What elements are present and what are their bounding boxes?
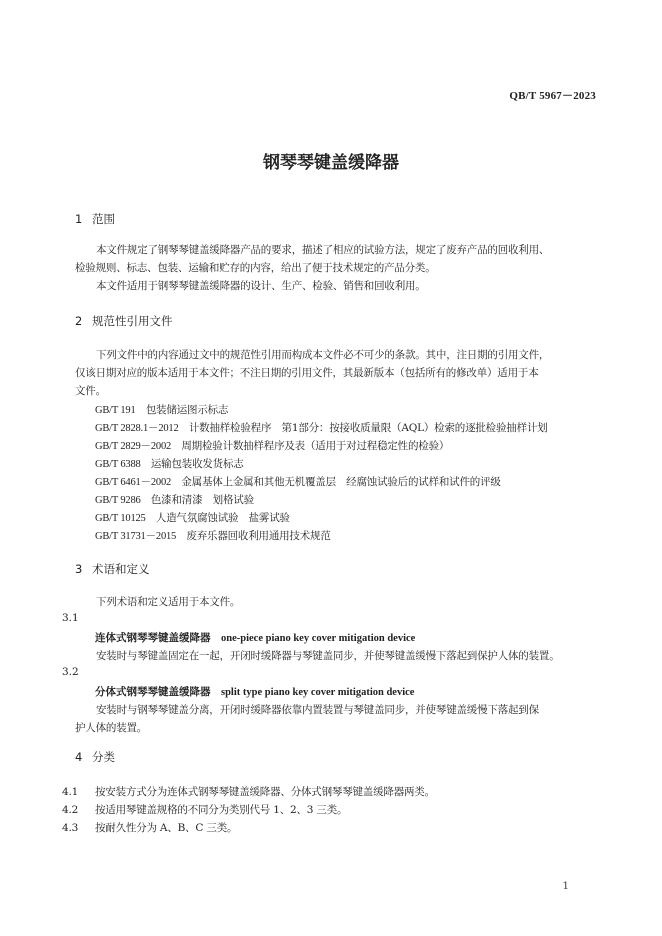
clause-text: 按适用琴键盖规格的不同分为类别代号 1、2、3 三类。 xyxy=(95,804,348,816)
reference-code: GB/T 31731－2015 xyxy=(95,531,177,542)
paragraph-line: 文件。 xyxy=(75,385,106,397)
section-title: 范围 xyxy=(92,212,115,226)
section-4-heading xyxy=(75,749,115,765)
term-heading xyxy=(95,630,415,645)
reference-item xyxy=(95,456,244,471)
reference-item xyxy=(95,402,228,417)
term-number: 3.2 xyxy=(62,666,79,678)
term-definition: 护人体的装置。 xyxy=(75,722,148,734)
paragraph-line: 下列术语和定义适用于本文件。 xyxy=(96,596,241,608)
reference-item xyxy=(95,474,501,489)
reference-code: GB/T 2829－2002 xyxy=(95,441,172,452)
reference-code: GB/T 6461－2002 xyxy=(95,477,172,488)
reference-item xyxy=(95,420,548,435)
term-number: 3.1 xyxy=(62,612,79,624)
section-number: 4 xyxy=(75,750,83,764)
paragraph-line: 本文件规定了钢琴琴键盖缓降器产品的要求，描述了相应的试验方法，规定了废弃产品的回收利用、 xyxy=(96,244,550,256)
reference-item xyxy=(95,510,290,525)
section-number: 3 xyxy=(75,562,83,576)
reference-title: 计数抽样检验程序 第1部分：按接收质量限（AQL）检索的逐批检验抽样计划 xyxy=(188,422,548,434)
clause-number: 4.2 xyxy=(62,804,79,816)
paragraph-line: 下列文件中的内容通过文中的规范性引用而构成本文件必不可少的条款。其中，注日期的引用文件， xyxy=(96,349,550,361)
paragraph-line: 检验规则、标志、包装、运输和贮存的内容，给出了便于技术规定的产品分类。 xyxy=(75,262,436,274)
paragraph-line: 本文件适用于钢琴琴键盖缓降器的设计、生产、检验、销售和回收利用。 xyxy=(96,280,426,292)
term-chinese: 分体式钢琴琴键盖缓降器 xyxy=(95,686,211,698)
reference-title: 金属基体上金属和其他无机覆盖层 经腐蚀试验后的试样和试件的评级 xyxy=(181,476,501,488)
reference-code: GB/T 6388 xyxy=(95,459,141,470)
paragraph-line: 仅该日期对应的版本适用于本文件；不注日期的引用文件，其最新版本（包括所有的修改单）适用于本 xyxy=(75,367,539,379)
reference-item xyxy=(95,492,254,507)
section-1-heading xyxy=(75,211,115,227)
term-chinese: 连体式钢琴琴键盖缓降器 xyxy=(95,632,211,644)
reference-code: GB/T 2828.1－2012 xyxy=(95,423,179,434)
term-english: split type piano key cover mitigation device xyxy=(221,687,415,698)
reference-code: GB/T 10125 xyxy=(95,513,146,524)
term-english: one-piece piano key cover mitigation device xyxy=(221,633,416,644)
reference-title: 包装储运图示标志 xyxy=(145,404,229,416)
clause-number: 4.3 xyxy=(62,822,79,834)
reference-item xyxy=(95,438,449,453)
reference-title: 周期检验计数抽样程序及表（适用于对过程稳定性的检验） xyxy=(181,440,450,452)
clause-text: 按耐久性分为 A、B、C 三类。 xyxy=(95,822,238,834)
section-title: 分类 xyxy=(92,750,115,764)
section-3-heading xyxy=(75,561,150,577)
classification-item xyxy=(62,802,347,817)
classification-item xyxy=(62,820,237,835)
reference-title: 色漆和清漆 划格试验 xyxy=(150,494,254,506)
page-number: 1 xyxy=(562,880,569,892)
section-title: 规范性引用文件 xyxy=(92,314,173,328)
reference-title: 废弃乐器回收利用通用技术规范 xyxy=(186,530,331,542)
section-number: 1 xyxy=(75,212,83,226)
term-definition: 安装时与钢琴琴键盖分离，开闭时缓降器依靠内置装置与琴键盖同步，并使琴键盖缓慢下落起到保 xyxy=(96,704,539,716)
clause-number: 4.1 xyxy=(62,786,79,798)
reference-title: 人造气氛腐蚀试验 盐雾试验 xyxy=(155,512,290,524)
term-heading xyxy=(95,684,414,699)
section-2-heading xyxy=(75,313,173,329)
classification-item xyxy=(62,784,435,799)
section-number: 2 xyxy=(75,314,83,328)
reference-code: GB/T 191 xyxy=(95,405,136,416)
reference-title: 运输包装收发货标志 xyxy=(150,458,244,470)
reference-code: GB/T 9286 xyxy=(95,495,141,506)
reference-item xyxy=(95,528,331,543)
section-title: 术语和定义 xyxy=(92,562,150,576)
document-code: QB/T 5967－2023 xyxy=(509,90,596,102)
page-title: 钢琴琴键盖缓降器 xyxy=(263,153,399,173)
term-definition: 安装时与琴键盖固定在一起，开闭时缓降器与琴键盖同步，并使琴键盖缓慢下落起到保护人体的装置。 xyxy=(96,650,560,662)
clause-text: 按安装方式分为连体式钢琴琴键盖缓降器、分体式钢琴琴键盖缓降器两类。 xyxy=(95,786,435,798)
